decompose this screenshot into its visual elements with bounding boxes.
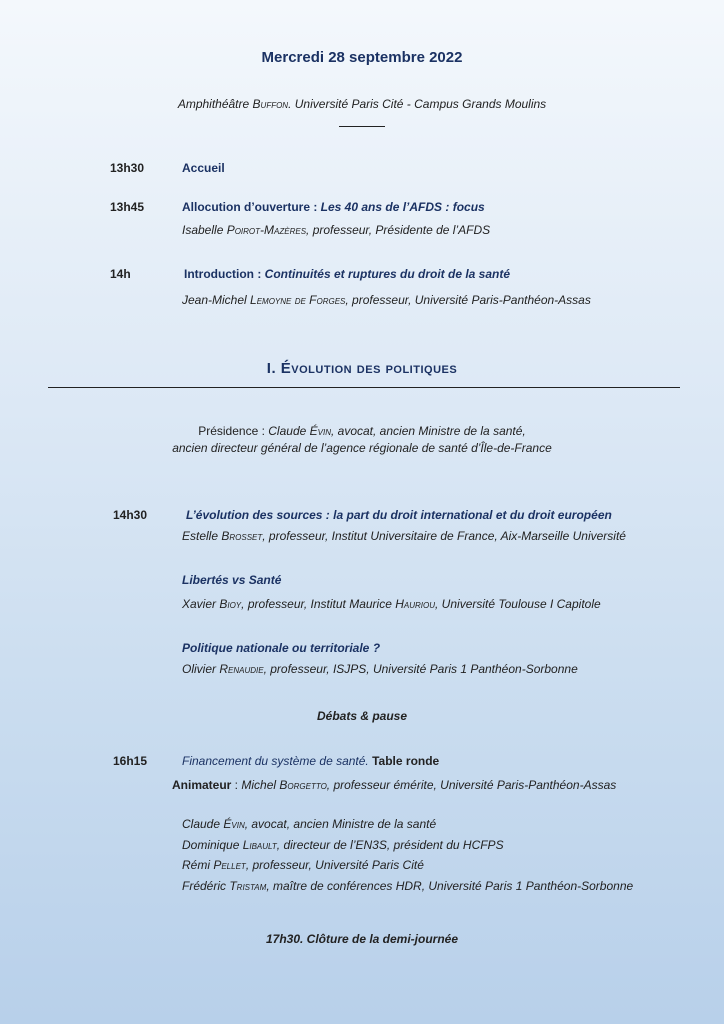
presidence-line: Présidence : Claude Évin, avocat, ancien Ministre de la santé, (198, 424, 526, 438)
session-title: Financement du système de santé. Table ronde (182, 754, 440, 768)
venue-line: Amphithéâtre Buffon. Université Paris Cité - Campus Grands Moulins (177, 97, 547, 111)
speaker-line: Estelle Brosset, professeur, Institut Universitaire de France, Aix-Marseille Université (182, 529, 626, 543)
time-label: 16h15 (113, 754, 148, 768)
speaker-line: Jean-Michel Lemoyne de Forges, professeur, Université Paris-Panthéon-Assas (182, 293, 591, 307)
session-title: Introduction : Continuités et ruptures du droit de la santé (184, 267, 511, 281)
animateur-line: Animateur : Michel Borgetto, professeur émérite, Université Paris-Panthéon-Assas (172, 778, 617, 792)
speaker-line: Olivier Renaudie, professeur, ISJPS, Université Paris 1 Panthéon-Sorbonne (182, 662, 578, 676)
time-label: 13h30 (110, 161, 145, 175)
session-title: Accueil (182, 161, 225, 175)
panelist: Frédéric Tristam, maître de conférences HDR, Université Paris 1 Panthéon-Sorbonne (182, 879, 634, 893)
session-title: L’évolution des sources : la part du droit international et du droit européen (186, 508, 612, 522)
section-heading: I. Évolution des politiques (266, 360, 458, 377)
venue-underline (339, 126, 385, 127)
session-title: Politique nationale ou territoriale ? (182, 641, 381, 655)
panelist: Claude Évin, avocat, ancien Ministre de la santé (182, 817, 437, 831)
speaker-line: Xavier Bioy, professeur, Institut Maurice Hauriou, Université Toulouse I Capitole (182, 597, 601, 611)
break-label: Débats & pause (316, 709, 408, 723)
panelist: Dominique Libault, directeur de l’EN3S, président du HCFPS (182, 838, 504, 852)
speaker-line: Isabelle Poirot-Mazères, professeur, Présidente de l’AFDS (182, 223, 491, 237)
section-divider (48, 387, 680, 388)
presidence-line-2: ancien directeur général de l’agence régionale de santé d’Île-de-France (172, 441, 552, 455)
time-label: 13h45 (110, 200, 145, 214)
session-title: Allocution d’ouverture : Les 40 ans de l’AFDS : focus (182, 200, 485, 214)
closing-label: 17h30. Clôture de la demi-journée (265, 932, 459, 946)
panelist: Rémi Pellet, professeur, Université Paris Cité (182, 858, 424, 872)
page-title: Mercredi 28 septembre 2022 (261, 49, 463, 66)
time-label: 14h (110, 267, 131, 281)
time-label: 14h30 (113, 508, 148, 522)
session-title: Libertés vs Santé (182, 573, 282, 587)
